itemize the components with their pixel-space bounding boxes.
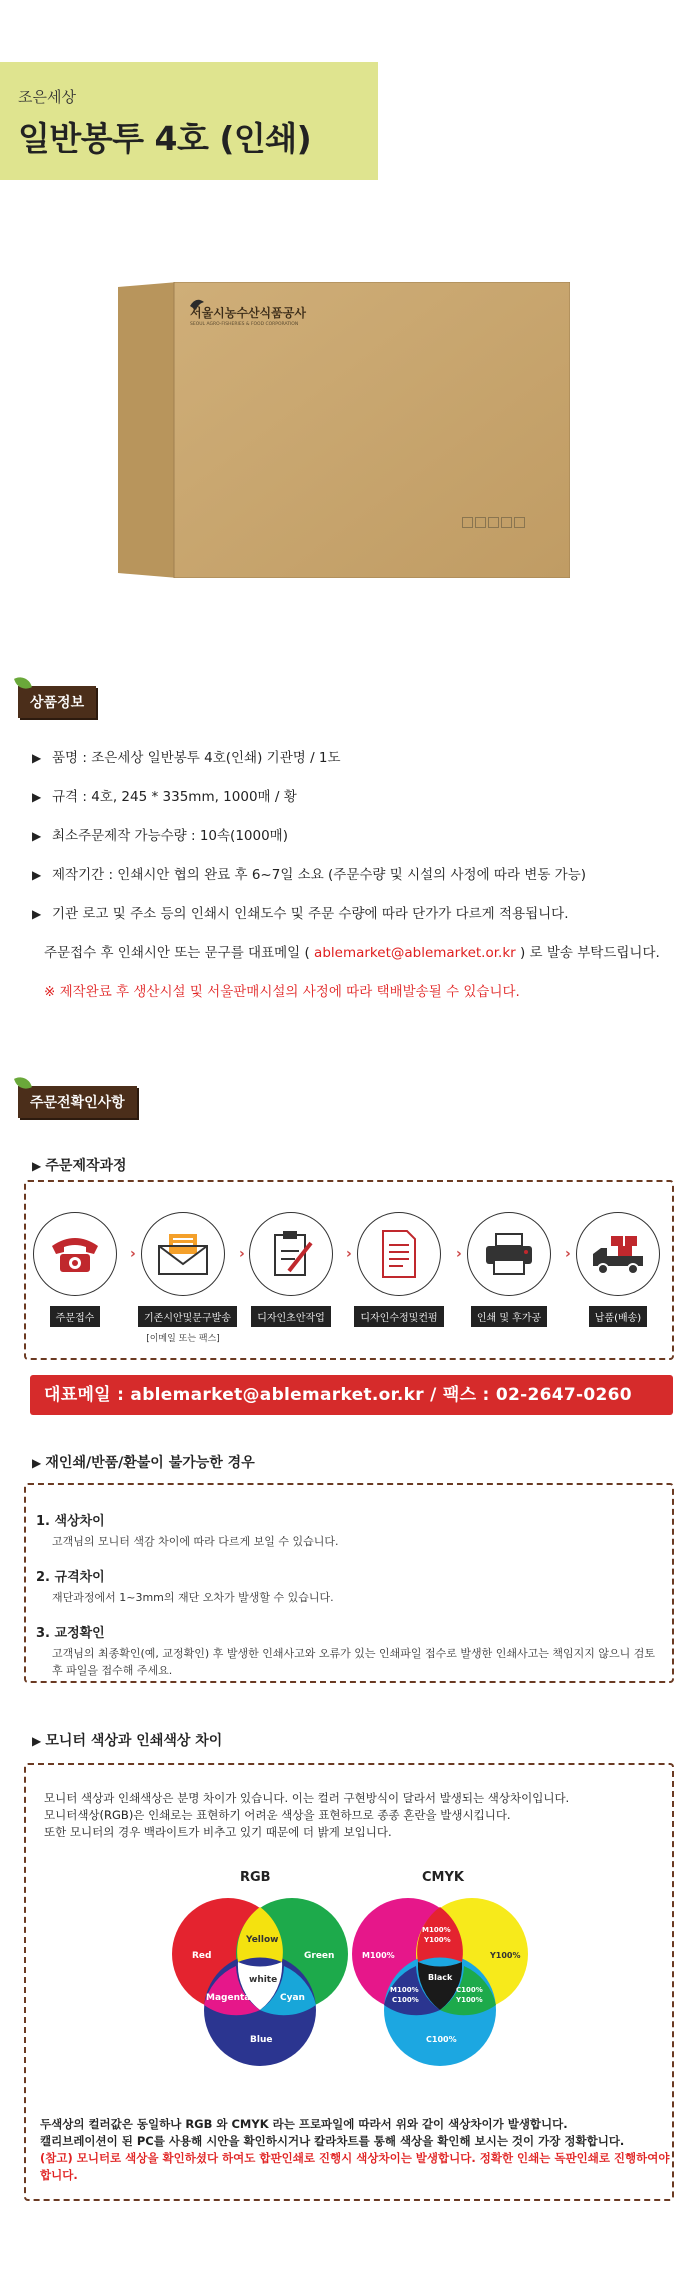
- info-row: ▶ 제작기간 : 인쇄시안 협의 완료 후 6~7일 소요 (주문수량 및 시설의 사정에 따라 변동 가능): [32, 865, 682, 904]
- product-info-badge: 상품정보: [18, 686, 96, 718]
- email-link[interactable]: ablemarket@ablemarket.or.kr: [309, 945, 520, 961]
- cmyk-label: M100%: [362, 1951, 395, 1960]
- no-reprint-heading: ▶ 재인쇄/반품/환불이 불가능한 경우: [32, 1452, 255, 1472]
- envelope-image: [118, 282, 570, 578]
- chevron-right-icon: ›: [130, 1246, 136, 1262]
- info-row: ▶ 기관 로고 및 주소 등의 인쇄시 인쇄도수 및 주문 수량에 따라 단가가 다르게 적용됩니다.: [32, 904, 682, 943]
- monitor-description: 모니터 색상과 인쇄색상은 분명 차이가 있습니다. 이는 컬러 구현방식이 달라서 발생되는 색상차이입니다. 모니터색상(RGB)은 인쇄로는 표현하기 어려운 색상을 표현하므로 종종 혼란을 발생시킵니다. 또한 모니터의 경우 백라이트가 비추고 있기 때문에 더 밝게 보입니다.: [44, 1791, 570, 1839]
- process-heading: ▶ 주문제작과정: [32, 1155, 127, 1175]
- process-step: 인쇄 및 후가공: [464, 1212, 554, 1327]
- process-step: 디자인수정및컨펌: [354, 1212, 444, 1327]
- list-item: 2. 규격차이 재단과정에서 1~3mm의 재단 오차가 발생할 수 있습니다.: [36, 1570, 334, 1604]
- cmyk-label: Black: [428, 1973, 453, 1982]
- cmyk-venn-diagram: [350, 1892, 530, 2072]
- cmyk-label: C100%: [426, 2035, 457, 2044]
- clipboard-icon: [249, 1212, 333, 1296]
- rgb-venn-diagram: [170, 1892, 350, 2072]
- title-block: [0, 62, 378, 180]
- rgb-label: white: [249, 1975, 278, 1985]
- cmyk-label: Y100%: [424, 1936, 451, 1944]
- product-title: 일반봉투 4호 (인쇄): [18, 119, 312, 158]
- monitor-heading: ▶ 모니터 색상과 인쇄색상 차이: [32, 1730, 222, 1750]
- no-reprint-list: [36, 1510, 656, 1695]
- process-steps: [26, 1212, 666, 1344]
- color-difference-notes: 두색상의 컬러값은 동일하나 RGB 와 CMYK 라는 프로파일에 따라서 위와 같이 색상차이가 발생합니다. 캘리브레이션이 된 PC를 사용해 시안을 확인하시거나 칼라차트를 통해 색상을 확인해 보시는 것이 가장 정확합니다. (참고) 모니터로 색상을 확인하셨다 하여도 합판인쇄로 진행시 색상차이는 발생합니다. 정확한 인쇄는 독판인쇄로 진행하여야 합니다.: [40, 2117, 670, 2182]
- envelope-org-sub: SEOUL AGRO-FISHERIES & FOOD CORPORATION: [190, 322, 299, 327]
- process-step: 기존시안및문구발송 [이메일 또는 팩스]: [138, 1212, 228, 1344]
- process-step: 납품(배송): [573, 1212, 663, 1327]
- process-step: 디자인초안작업: [246, 1212, 336, 1327]
- info-row: ▶ 품명 : 조은세상 일반봉투 4호(인쇄) 기관명 / 1도: [32, 748, 682, 787]
- rgb-label: Green: [304, 1951, 335, 1961]
- cmyk-title: CMYK: [422, 1870, 464, 1885]
- order-email-line: 주문접수 후 인쇄시안 또는 문구를 대표메일 ( ablemarket@ablemarket.or.kr ) 로 발송 부탁드립니다.: [44, 945, 660, 961]
- cmyk-label: Y100%: [490, 1951, 521, 1960]
- order-check-badge: 주문전확인사항: [18, 1086, 137, 1118]
- contact-bar[interactable]: 대표메일 : ablemarket@ablemarket.or.kr / 팩스 : 02-2647-0260: [30, 1375, 673, 1415]
- rgb-title: RGB: [240, 1870, 271, 1885]
- cmyk-label: Y100%: [456, 1996, 483, 2004]
- document-icon: [357, 1212, 441, 1296]
- chevron-right-icon: ›: [239, 1246, 245, 1262]
- brand-name: 조은세상: [18, 88, 76, 106]
- chevron-right-icon: ›: [346, 1246, 352, 1262]
- truck-icon: [576, 1212, 660, 1296]
- chevron-right-icon: ›: [456, 1246, 462, 1262]
- printer-icon: [467, 1212, 551, 1296]
- zipcode-boxes: [462, 517, 525, 528]
- info-row: ▶ 규격 : 4호, 245 * 335mm, 1000매 / 황: [32, 787, 682, 826]
- cmyk-label: M100%: [422, 1926, 451, 1934]
- mail-icon: [141, 1212, 225, 1296]
- list-item: 3. 교정확인 고객님의 최종확인(예, 교정확인) 후 발생한 인쇄사고와 오류가 있는 인쇄파일 접수로 발생한 인쇄사고는 책임지지 않으니 검토 후 파일을 접수해 주세요.: [36, 1626, 655, 1677]
- cmyk-label: C100%: [456, 1986, 483, 1994]
- envelope-org-name: 서울시농수산식품공사: [190, 306, 306, 320]
- info-row: ▶ 최소주문제작 가능수량 : 10속(1000매): [32, 826, 682, 865]
- shipping-notice: ※ 제작완료 후 생산시설 및 서울판매시설의 사정에 따라 택배발송될 수 있습니다.: [44, 984, 520, 1000]
- list-item: 1. 색상차이 고객님의 모니터 색감 차이에 따라 다르게 보일 수 있습니다.: [36, 1514, 339, 1548]
- rgb-label: Blue: [250, 2035, 273, 2045]
- product-info-list: [32, 748, 682, 1021]
- chevron-right-icon: ›: [565, 1246, 571, 1262]
- process-step: 주문접수: [30, 1212, 120, 1327]
- rgb-label: Magenta: [206, 1993, 251, 2003]
- rgb-label: Cyan: [280, 1993, 305, 2003]
- rgb-label: Red: [192, 1951, 212, 1961]
- rgb-label: Yellow: [246, 1935, 279, 1945]
- cmyk-label: M100%: [390, 1986, 419, 1994]
- cmyk-label: C100%: [392, 1996, 419, 2004]
- phone-icon: [33, 1212, 117, 1296]
